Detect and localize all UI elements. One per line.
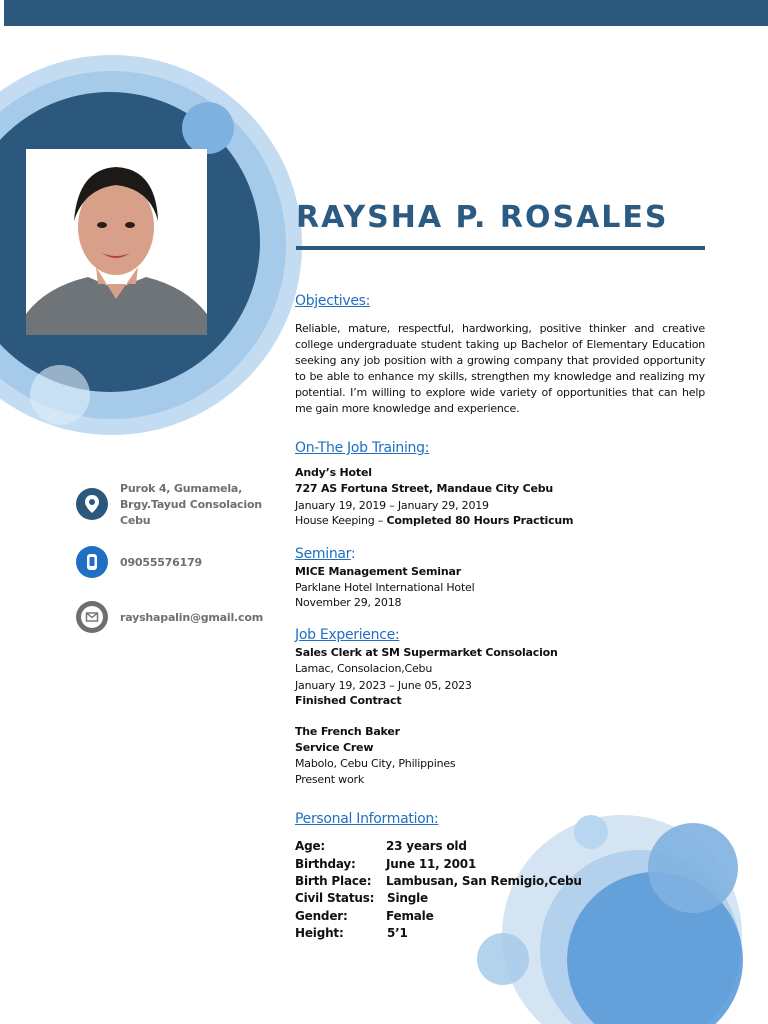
- objectives-text: Reliable, mature, respectful, hardworking, positive thinker and creative college undergraduate student taking up Bachelor of Elementary Education seeking any job position with a growing company that provided opportunity to be able to enhance my skills, strengthen my knowledge and realizing my potential. I’m willing to explore wide variety of opportunities that can help me gain more knowledge and experience.: [295, 322, 705, 415]
- civil-status-label: Civil Status:: [295, 891, 375, 905]
- birthday-label: Birthday:: [295, 857, 356, 871]
- contact-email[interactable]: rayshapalin@gmail.com: [120, 611, 263, 624]
- height-value: 5’1: [387, 926, 408, 940]
- location-pin-icon: [76, 488, 108, 520]
- civil-status-value: Single: [387, 891, 428, 905]
- birthplace-label: Birth Place:: [295, 874, 372, 888]
- job2-role: Service Crew: [295, 741, 374, 754]
- ojt-address: 727 AS Fortuna Street, Mandaue City Cebu: [295, 482, 554, 495]
- job1-dates: January 19, 2023 – June 05, 2023: [295, 679, 472, 692]
- job1-location: Lamac, Consolacion,Cebu: [295, 662, 433, 675]
- birthplace-value: Lambusan, San Remigio,Cebu: [386, 874, 582, 888]
- age-value: 23 years old: [386, 839, 467, 853]
- job2-location: Mabolo, Cebu City, Philippines: [295, 757, 456, 770]
- address-line: Purok 4, Gumamela,: [120, 482, 243, 495]
- seminar-heading-text: Seminar: [295, 546, 351, 562]
- gender-label: Gender:: [295, 909, 348, 923]
- full-name: RAYSHA P. ROSALES: [296, 200, 669, 235]
- job2-company: The French Baker: [295, 725, 400, 738]
- ojt-company: Andy’s Hotel: [295, 466, 372, 479]
- email-icon: [76, 601, 108, 633]
- address-line: Brgy.Tayud Consolacion: [120, 498, 262, 511]
- seminar-venue: Parklane Hotel International Hotel: [295, 581, 475, 594]
- ojt-role-prefix: House Keeping –: [295, 514, 387, 527]
- contact-address: [120, 481, 262, 529]
- address-line: Cebu: [120, 514, 151, 527]
- seminar-heading: [295, 546, 355, 562]
- ojt-role-detail: Completed 80 Hours Practicum: [386, 514, 574, 527]
- objectives-heading: Objectives:: [295, 293, 371, 309]
- job-experience-heading: Job Experience:: [295, 627, 400, 643]
- age-label: Age:: [295, 839, 326, 853]
- seminar-heading-colon: :: [350, 546, 356, 562]
- height-label: Height:: [295, 926, 344, 940]
- ojt-dates: January 19, 2019 – January 29, 2019: [295, 499, 489, 512]
- seminar-date: November 29, 2018: [295, 596, 402, 609]
- personal-info-heading: Personal Information:: [295, 811, 439, 827]
- name-underline: [296, 246, 705, 250]
- profile-photo: [26, 149, 207, 335]
- gender-value: Female: [386, 909, 434, 923]
- contact-phone[interactable]: 09055576179: [120, 556, 202, 569]
- job1-status: Finished Contract: [295, 694, 402, 707]
- job2-status: Present work: [295, 773, 364, 786]
- phone-icon: [76, 546, 108, 578]
- birthday-value: June 11, 2001: [386, 857, 477, 871]
- ojt-heading: On-The Job Training:: [295, 440, 430, 456]
- ojt-role: [295, 513, 573, 529]
- job1-title: Sales Clerk at SM Supermarket Consolacion: [295, 646, 558, 659]
- seminar-title: MICE Management Seminar: [295, 565, 461, 578]
